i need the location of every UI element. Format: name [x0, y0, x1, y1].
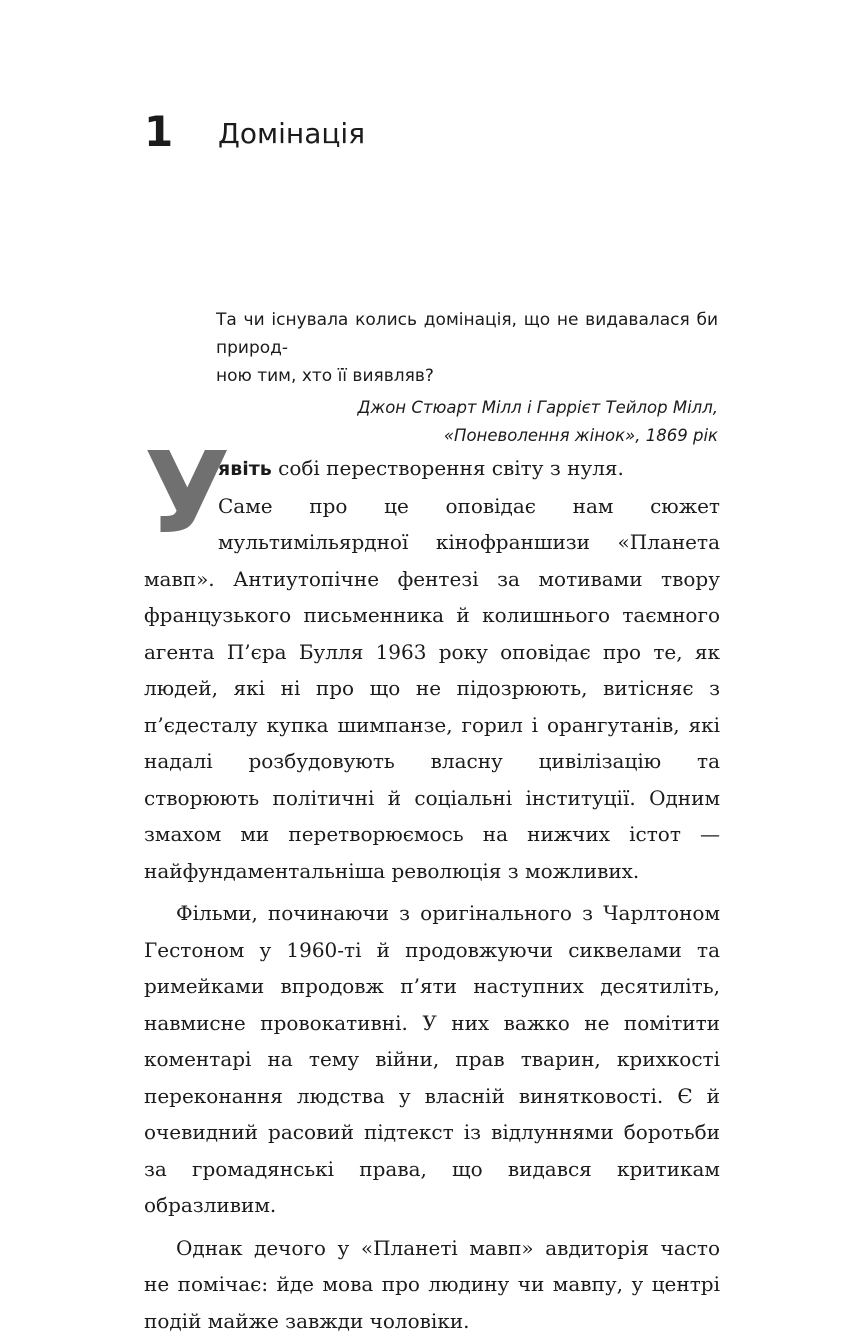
chapter-body [144, 450, 720, 1339]
lead-word: явіть [218, 458, 272, 480]
epigraph-quote-line: ною тим, хто її виявляв? [216, 362, 718, 390]
epigraph-quote [216, 306, 718, 390]
chapter-number: 1 [144, 108, 171, 156]
paragraph: Однак дечого у «Планеті мавп» авдиторія часто не помічає: йде мова про людину чи мавпу, у центрі подій майже завжди чоловіки. [144, 1230, 720, 1339]
epigraph-source: «Поневолення жінок», 1869 рік [216, 422, 718, 450]
paragraph: Фільми, починаючи з оригінального з Чарлтоном Гестоном у 1960-ті й продовжуючи сиквелами та римейками впродовж п’яти наступних десятиліть, навмисне провокативні. У них важко не помітити коментарі на тему війни, прав тварин, крихкості переконання людства у власній винятковості. Є й очевидний расовий підтекст із відлуннями боротьби за громадянські права, що видався критикам образливим. [144, 895, 720, 1224]
chapter-title: Домінація [218, 114, 365, 154]
epigraph-quote-line: Та чи існувала колись домінація, що не видавалася би природ- [216, 306, 718, 362]
epigraph-author: Джон Стюарт Мілл і Гаррієт Тейлор Мілл, [216, 394, 718, 422]
paragraph-text: Саме про це оповідає нам сюжет мультимільярдної кінофраншизи «Планета мавп». Антиутопічне фентезі за мотивами твору французького письменника й колишнього таємного агента П’єра Булля 1963 року оповідає про те, як людей, які ні про що не підозрюють, витісняє з п’єдесталу купка шимпанзе, горил і орангутанів, які надалі розбудовують власну цивілізацію та створюють політичні й соціальні інституції. Одним змахом ми перетворюємось на нижчих істот — найфундаментальніша революція з можливих. [144, 494, 720, 883]
opening-paragraph [144, 450, 720, 889]
drop-cap: У [144, 454, 206, 534]
first-line-text: собі перестворення світу з нуля. [272, 456, 624, 480]
epigraph [216, 306, 718, 450]
